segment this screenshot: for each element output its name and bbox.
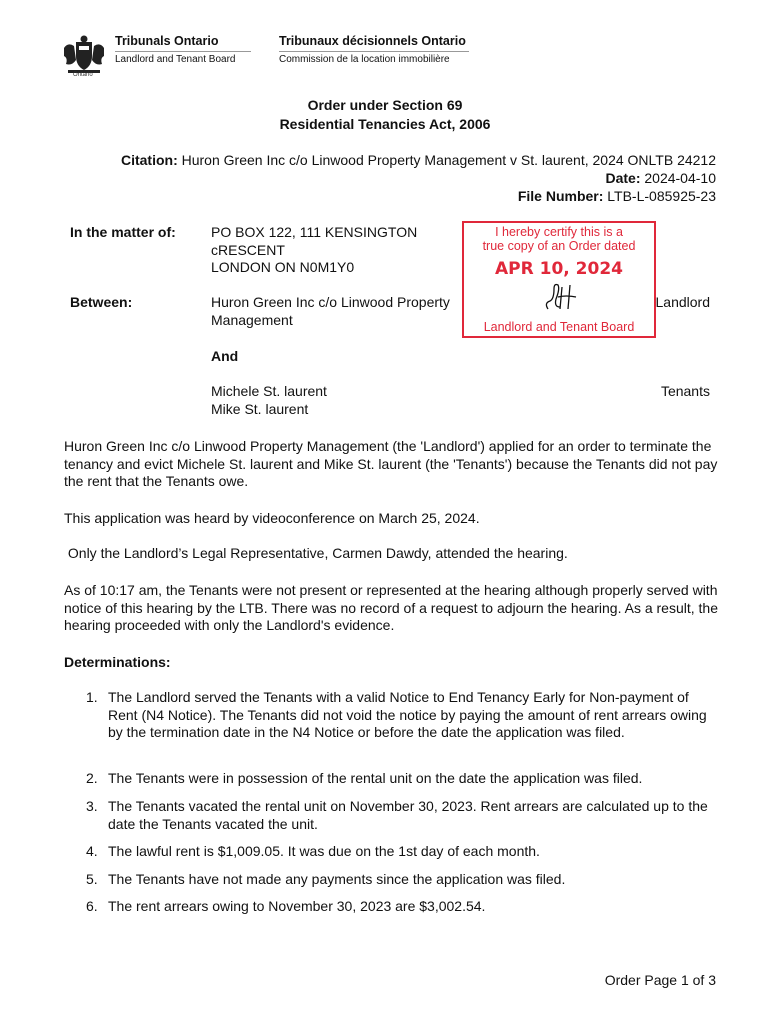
list-item: The Landlord served the Tenants with a valid Notice to End Tenancy Early for Non-payment of Rent (N4 Notice). The Tenants did not void the notice by paying the amount of rent arrears owing by the termination date in the N4 Notice or before the date the application was filed. bbox=[108, 689, 707, 740]
list-item: The Tenants vacated the rental unit on November 30, 2023. Rent arrears are calculated up to the date the Tenants vacated the unit. bbox=[108, 798, 708, 832]
file-number-line bbox=[518, 188, 716, 204]
list-item-number: 6. bbox=[86, 898, 98, 914]
and-label: And bbox=[211, 348, 239, 364]
list-item-number: 4. bbox=[86, 843, 98, 859]
list-item-number: 1. bbox=[86, 689, 98, 705]
between-label: Between: bbox=[70, 294, 133, 310]
address-line: cRESCENT bbox=[211, 241, 285, 258]
tenant-role: Tenants bbox=[660, 383, 710, 399]
certified-copy-stamp bbox=[462, 221, 656, 338]
list-item-number: 5. bbox=[86, 871, 98, 887]
list-item: The Tenants have not made any payments since the application was filed. bbox=[108, 871, 566, 887]
list-item-number: 2. bbox=[86, 770, 98, 786]
landlord-name bbox=[211, 294, 450, 329]
application-paragraph: Huron Green Inc c/o Linwood Property Management (the 'Landlord') applied for an order to terminate the tenancy and evict Michele St. laurent and Mike St. laurent (the 'Tenants') because the Tenants did not pay the rent that the Tenants owe. bbox=[64, 438, 718, 489]
stamp-line-1: I hereby certify this is a bbox=[495, 225, 623, 239]
tenant-names bbox=[211, 383, 327, 418]
list-item: The Tenants were in possession of the rental unit on the date the application was filed. bbox=[108, 770, 643, 786]
absence-paragraph: As of 10:17 am, the Tenants were not present or represented at the hearing although properly served with notice of this hearing by the LTB. There was no record of a request to adjourn the hearing. As a result, the hearing proceeded with only the Landlord's evidence. bbox=[64, 582, 718, 633]
address-line: LONDON ON N0M1Y0 bbox=[211, 259, 355, 275]
date-line bbox=[605, 170, 716, 186]
matter-label: In the matter of: bbox=[70, 224, 176, 240]
hearing-paragraph: This application was heard by videoconference on March 25, 2024. bbox=[64, 510, 480, 526]
rental-address bbox=[211, 224, 417, 277]
org-name-fr: Tribunaux décisionnels Ontario bbox=[279, 34, 466, 48]
signature-mark bbox=[540, 281, 582, 315]
address-line: PO BOX 122, 111 KENSINGTON bbox=[211, 224, 418, 240]
page-number: Order Page 1 of 3 bbox=[604, 972, 716, 988]
board-name-en: Landlord and Tenant Board bbox=[115, 54, 236, 65]
stamp-footer: Landlord and Tenant Board bbox=[483, 320, 635, 334]
logo-caption: Ontario bbox=[73, 72, 93, 78]
board-name-fr: Commission de la location immobilière bbox=[279, 54, 450, 65]
order-act: Residential Tenancies Act, 2006 bbox=[279, 116, 491, 132]
signature-initials: JH bbox=[540, 281, 542, 282]
landlord-role: Landlord bbox=[655, 294, 710, 310]
org-name-en: Tribunals Ontario bbox=[115, 34, 219, 48]
landlord-name-line: Management bbox=[211, 311, 293, 328]
header-divider-fr bbox=[279, 51, 469, 52]
citation-line bbox=[121, 152, 716, 168]
list-item: The rent arrears owing to November 30, 2023 are $3,002.54. bbox=[108, 898, 486, 914]
header-divider-en bbox=[115, 51, 251, 52]
list-item-number: 3. bbox=[86, 798, 98, 814]
date-label: Date: bbox=[605, 170, 641, 186]
attendance-paragraph: Only the Landlord’s Legal Representative, Carmen Dawdy, attended the hearing. bbox=[64, 545, 568, 561]
tenant-name: Mike St. laurent bbox=[211, 400, 309, 417]
tenant-name: Michele St. laurent bbox=[211, 383, 327, 399]
order-title: Order under Section 69 bbox=[307, 97, 463, 113]
determinations-heading: Determinations: bbox=[64, 654, 171, 670]
file-number-label: File Number: bbox=[517, 188, 604, 204]
citation-label: Citation: bbox=[120, 152, 178, 168]
citation-value: Huron Green Inc c/o Linwood Property Management v St. laurent, 2024 ONLTB 24212 bbox=[181, 152, 716, 168]
stamp-line-2: true copy of an Order dated bbox=[482, 239, 636, 253]
list-item: The lawful rent is $1,009.05. It was due on the 1st day of each month. bbox=[108, 843, 540, 859]
date-value: 2024-04-10 bbox=[644, 170, 716, 186]
landlord-name-line: Huron Green Inc c/o Linwood Property bbox=[211, 294, 450, 310]
file-number-value: LTB-L-085925-23 bbox=[607, 188, 716, 204]
stamp-date: APR 10, 2024 bbox=[495, 259, 623, 279]
